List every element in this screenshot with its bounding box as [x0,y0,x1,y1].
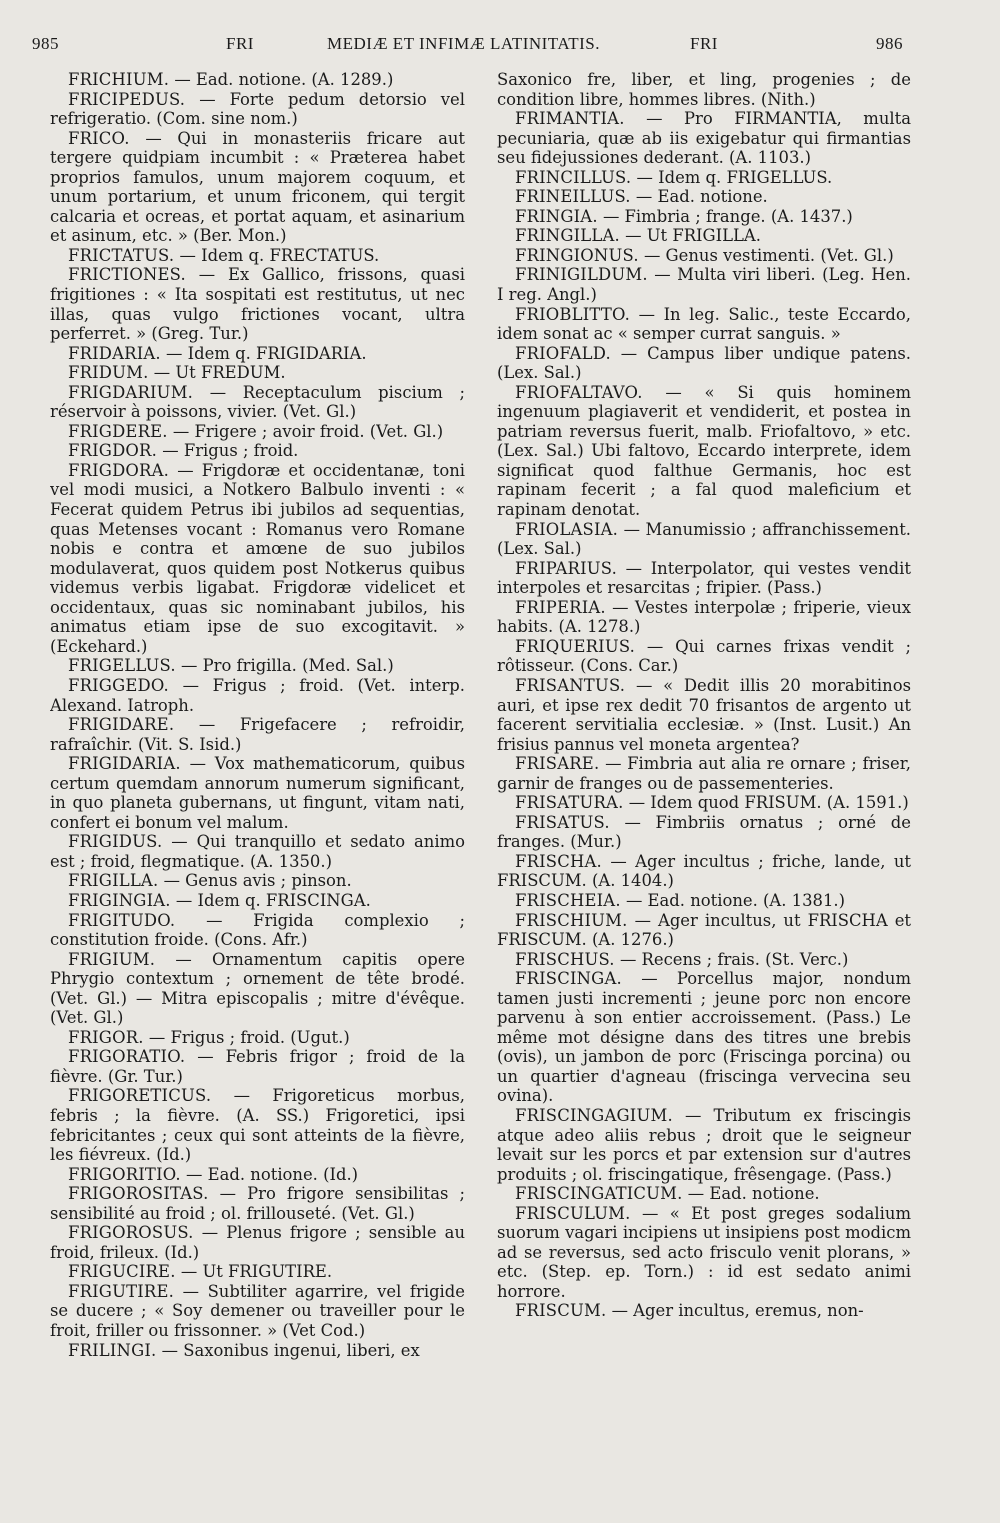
dictionary-entry [50,1223,465,1262]
entry-definition: — Qui carnes frixas vendit ; rôtisseur. (Cons. Car.) [497,636,911,676]
dictionary-entry [497,1301,911,1321]
entry-headword: FRISCINGATICUM. [515,1184,683,1204]
dictionary-entry [497,559,911,598]
dictionary-entry [50,441,465,461]
entry-headword: FRIPARIUS. [515,558,618,578]
entry-headword: FRINIGILDUM. [515,265,648,285]
entry-definition: — Genus avis ; pinson. [158,871,352,891]
entry-headword: FRIGDARIUM. [68,382,194,402]
dictionary-entry [497,754,911,793]
entry-definition: — Ut FRIGILLA. [619,226,761,246]
entry-definition: — Idem q. FRIGELLUS. [631,167,833,187]
dictionary-entry [497,520,911,559]
entry-headword: FRISCUM. [515,1301,607,1321]
entry-headword: FRIGORATIO. [68,1047,186,1067]
entry-headword: FRIDUM. [68,363,149,383]
entry-definition: — Vestes interpolæ ; friperie, vieux habits. (A. 1278.) [497,597,911,637]
left-guide-word: FRI [226,34,254,53]
entry-headword: FRIGITUDO. [68,910,176,930]
dictionary-entry [50,1282,465,1341]
dictionary-entry [50,832,465,871]
entry-headword: FRISATUS. [515,812,610,832]
entry-headword: FRIGELLUS. [68,656,176,676]
dictionary-entry [50,1341,465,1361]
entry-definition: — Saxonibus ingenui, liberi, ex [156,1340,420,1360]
entry-headword: FRISCHA. [515,851,602,871]
left-column [50,70,465,1510]
dictionary-entry [497,813,911,852]
entry-definition: — Frigus ; froid. (Vet. interp. Alexand. Iatroph. [50,675,465,715]
entry-definition: — Campus liber undique patens. (Lex. Sal.) [497,343,911,383]
right-page-number: 986 [876,34,903,53]
dictionary-entry [50,891,465,911]
right-column [497,70,911,1510]
entry-headword: FRICHIUM. [68,70,170,89]
entry-headword: FRICTIONES. [68,265,186,285]
dictionary-entry [497,168,911,188]
dictionary-entry [497,246,911,266]
entry-headword: FRIOLASIA. [515,519,619,539]
right-guide-word: FRI [690,34,718,53]
dictionary-entry [50,1086,465,1164]
entry-definition: Saxonico fre, liber, et ling, progenies ; de condition libre, hommes libres. (Nith.) [497,70,911,109]
entry-headword: FRIGINGIA. [68,890,171,910]
entry-headword: FRINGILLA. [515,226,620,246]
entry-definition: — Multa viri liberi. (Leg. Hen. I reg. Angl.) [497,265,911,305]
entry-headword: FRIGILLA. [68,871,159,891]
entry-headword: FRIGOR. [68,1027,144,1047]
entry-definition: — Fimbriis ornatus ; orné de franges. (Mur.) [497,812,911,852]
dictionary-entry [50,715,465,754]
entry-definition: — Frigoreticus morbus, febris ; la fièvre. (A. SS.) Frigoretici, ipsi febricitantes ; ceux qui sont atteints de la fièvre, les fiévreux. (Id.) [50,1086,465,1165]
dictionary-entry [50,1047,465,1086]
dictionary-entry [50,676,465,715]
entry-headword: FRIGUCIRE. [68,1262,176,1282]
entry-headword: FRIGOROSITAS. [68,1184,209,1204]
entry-definition: — Pro frigore sensibilitas ; sensibilité au froid ; ol. frillouseté. (Vet. Gl.) [50,1184,465,1223]
entry-definition: — Idem q. FRISCINGA. [170,890,371,910]
entry-definition: — Ead. notione. (A. 1289.) [169,70,394,89]
entry-definition: — Vox mathematicorum, quibus certum quemdam annorum numerum significant, in quo planeta gubernans, ut fingunt, vitam nati, confert ei bonum vel malum. [50,754,465,832]
entry-definition: — Frigus ; froid. (Ugut.) [143,1027,350,1047]
entry-definition: — Ager incultus, eremus, non- [606,1301,864,1321]
entry-definition: — Idem quod FRISUM. (A. 1591.) [623,793,909,813]
entry-definition: — Tributum ex friscingis atque adeo aliis rebus ; droit que le seigneur levait sur les porcs et par extension sur d'autres produits ; ol. friscingatique, frêsengage. (Pass.) [497,1105,911,1184]
entry-definition: — Recens ; frais. (St. Verc.) [614,949,849,969]
entry-headword: FRIGDERE. [68,421,168,441]
entry-definition: — Ut FRIGUTIRE. [175,1262,333,1282]
dictionary-entry [50,1165,465,1185]
dictionary-entry [50,950,465,1028]
dictionary-entry [50,90,465,129]
entry-definition: — Ornamentum capitis opere Phrygio contextum ; ornement de tête brodé. (Vet. Gl.) — Mitra episcopalis ; mitre d'évêque. (Vet. Gl.) [50,949,465,1028]
entry-headword: FRIGIDUS. [68,832,163,852]
entry-headword: FRIGORETICUS. [68,1086,212,1106]
dictionary-entry [50,1028,465,1048]
dictionary-entry [50,383,465,422]
dictionary-entry [50,344,465,364]
entry-headword: FRIGDORA. [68,460,170,480]
entry-headword: FRICIPEDUS. [68,89,186,109]
running-title: MEDIÆ ET INFIMÆ LATINITATIS. [327,34,600,53]
entry-definition: — Manumissio ; affranchissement. (Lex. Sal.) [497,519,911,559]
entry-headword: FRISCHUS. [515,949,615,969]
entry-definition: — « Et post greges sodalium suorum vagari incipiens ut insipiens post modicm ad se reversus, sed acto frisculo venit plorans, » etc. (Step. ep. Torn.) : id est sedato animi horrore. [497,1203,911,1301]
entry-headword: FRISARE. [515,754,600,774]
dictionary-entry [497,891,911,911]
dictionary-entry [497,70,911,109]
entry-headword: FRINCILLUS. [515,167,632,187]
dictionary-entry [497,1184,911,1204]
dictionary-entry [50,246,465,266]
dictionary-entry [50,656,465,676]
entry-headword: FRICO. [68,128,130,148]
entry-definition: — Qui tranquillo et sedato animo est ; froid, flegmatique. (A. 1350.) [50,832,465,871]
entry-headword: FRINGIONUS. [515,245,639,265]
entry-headword: FRIQUERIUS. [515,636,636,656]
dictionary-entry [50,871,465,891]
entry-definition: — Ex Gallico, frissons, quasi frigitiones : « Ita sospitati est restitutus, ut nec illas, quas vulgo frictiones vocant, ultra perferret. » (Greg. Tur.) [50,265,465,344]
dictionary-entry [497,187,911,207]
entry-headword: FRIGORITIO. [68,1164,181,1184]
entry-definition: — Fimbria aut alia re ornare ; friser, garnir de franges ou de passementeries. [497,754,911,793]
dictionary-entry [497,265,911,304]
entry-definition: — Ead. notione. (A. 1381.) [620,890,845,910]
entry-definition: — Forte pedum detorsio vel refrigeratio. (Com. sine nom.) [50,89,465,129]
dictionary-entry [497,969,911,1106]
entry-definition: — Pro frigilla. (Med. Sal.) [175,656,394,676]
entry-headword: FRISATURA. [515,793,624,813]
entry-headword: FRISCINGA. [515,969,622,989]
entry-headword: FRIOFALTAVO. [515,382,643,402]
entry-definition: — Fimbria ; frange. (A. 1437.) [597,206,853,226]
entry-headword: FRIMANTIA. [515,109,625,129]
dictionary-entry [497,383,911,520]
entry-headword: FRISANTUS. [515,675,626,695]
entry-definition: — Ead. notione. [630,187,768,207]
entry-definition: — Qui in monasteriis fricare aut tergere quidpiam incumbit : « Præterea habet proprios famulos, unum majorem coquum, et unum portarium, et unum friconem, qui tergit calcaria et ocreas, et portat aquam, et asinarium et asinum, etc. » (Ber. Mon.) [50,128,465,246]
entry-headword: FRIPERIA. [515,597,606,617]
entry-headword: FRIGIDARE. [68,715,175,735]
entry-definition: — Plenus frigore ; sensible au froid, frileux. (Id.) [50,1223,465,1262]
entry-headword: FRIGIDARIA. [68,754,181,774]
entry-definition: — Frigus ; froid. [157,441,299,461]
dictionary-entry [50,911,465,950]
entry-definition: — Frigida complexio ; constitution froide. (Cons. Afr.) [50,910,465,950]
entry-headword: FRINGIA. [515,206,598,226]
entry-definition: — Frigdoræ et occidentanæ, toni vel modi musici, a Notkero Balbulo inventi : « Fecerat quidem Petrus ibi jubilos ad sequentias, quas Metenses vocant : Romanus vero Romane nobis e contra et amœne de suo jubilos modulaverat, quos quidem post Notkerus quibus videmus verbis ligabat. Frigdoræ videlicet et occidentaux, quas sic nominabant jubilos, his animatus etiam ipse de suo excogitavit. » (Eckehard.) [50,460,465,656]
dictionary-entry [50,754,465,832]
entry-headword: FRIOFALD. [515,343,611,363]
dictionary-entry [50,1184,465,1223]
dictionary-entry [50,265,465,343]
running-header [0,34,1000,62]
entry-definition: — Ead. notione. (Id.) [180,1164,359,1184]
dictionary-entry [497,109,911,168]
left-page-number: 985 [32,34,59,53]
entry-definition: — Frigere ; avoir froid. (Vet. Gl.) [167,421,444,441]
dictionary-entry [497,911,911,950]
entry-definition: — Receptaculum piscium ; réservoir à poissons, vivier. (Vet. Gl.) [50,382,465,422]
dictionary-entry [497,207,911,227]
entry-headword: FRINEILLUS. [515,187,631,207]
dictionary-entry [497,344,911,383]
dictionary-entry [497,852,911,891]
dictionary-entry [50,461,465,656]
dictionary-entry [50,70,465,90]
entry-headword: FRIDARIA. [68,343,161,363]
dictionary-entry [50,1262,465,1282]
entry-definition: — « Dedit illis 20 morabitinos auri, et ipse rex dedit 70 frisantos de argento ut facerent servitialia ecclesiæ. » (Inst. Lusit.) An frisius pannus vel moneta argentea? [497,675,911,754]
dictionary-entry [497,676,911,754]
dictionary-entry [497,950,911,970]
dictionary-entry [497,305,911,344]
entry-definition: — Porcellus major, nondum tamen justi incrementi ; jeune porc non encore parvenu à son entier accroissement. (Pass.) Le même mot désigne dans des titres une brebis (ovis), un jambon de porc (Friscinga porcina) ou un quartier d'agneau (friscinga vervecina seu ovina). [497,969,911,1106]
entry-headword: FRIGDOR. [68,441,158,461]
entry-definition: — Pro FIRMANTIA, multa pecuniaria, quæ ab iis exigebatur qui firmantias seu fidejussiones dederant. (A. 1103.) [497,109,911,168]
entry-headword: FRIGIUM. [68,949,156,969]
entry-definition: — Interpolator, qui vestes vendit interpoles et resarcitas ; fripier. (Pass.) [497,558,911,598]
dictionary-entry [50,363,465,383]
dictionary-entry [497,1204,911,1302]
entry-definition: — Ager incultus ; friche, lande, ut FRISCUM. (A. 1404.) [497,851,911,891]
entry-definition: — « Si quis hominem ingenuum plagiaverit et vendiderit, et postea in patriam reversus fuerit, malb. Friofaltovo, » etc. (Lex. Sal.) Ubi faltovo, Eccardo interprete, idem significat quod falthue Germanis, hoc est rapinam fecerit ; a fal quod maleficium et rapinam denotat. [497,382,911,520]
entry-headword: FRISCINGAGIUM. [515,1105,673,1125]
entry-headword: FRISCHEIA. [515,890,621,910]
entry-definition: — In leg. Salic., teste Eccardo, idem sonat ac « semper currat sanguis. » [497,304,911,344]
entry-headword: FRISCHIUM. [515,910,628,930]
entry-definition: — Idem q. FRECTATUS. [174,245,380,265]
entry-definition: — Ager incultus, ut FRISCHA et FRISCUM. (A. 1276.) [497,910,911,950]
entry-definition: — Genus vestimenti. (Vet. Gl.) [638,245,894,265]
dictionary-entry [497,637,911,676]
dictionary-entry [50,422,465,442]
entry-headword: FRIOBLITTO. [515,304,631,324]
entry-definition: — Ut FREDUM. [148,363,286,383]
entry-headword: FRIGGEDO. [68,675,169,695]
dictionary-entry [497,598,911,637]
entry-definition: — Ead. notione. [682,1184,820,1204]
entry-headword: FRISCULUM. [515,1203,631,1223]
entry-headword: FRICTATUS. [68,245,175,265]
dictionary-entry [497,226,911,246]
dictionary-entry [497,793,911,813]
entry-definition: — Frigefacere ; refroidir, rafraîchir. (Vit. S. Isid.) [50,715,465,754]
entry-definition: — Febris frigor ; froid de la fièvre. (Gr. Tur.) [50,1047,465,1086]
entry-headword: FRIGOROSUS. [68,1223,194,1243]
entry-headword: FRILINGI. [68,1340,157,1360]
entry-definition: — Subtiliter agarrire, vel frigide se ducere ; « Soy demener ou traveiller pour le froit, friller ou frissonner. » (Vet Cod.) [50,1281,465,1340]
entry-definition: — Idem q. FRIGIDARIA. [160,343,367,363]
entry-headword: FRIGUTIRE. [68,1281,175,1301]
dictionary-entry [50,129,465,246]
dictionary-entry [497,1106,911,1184]
